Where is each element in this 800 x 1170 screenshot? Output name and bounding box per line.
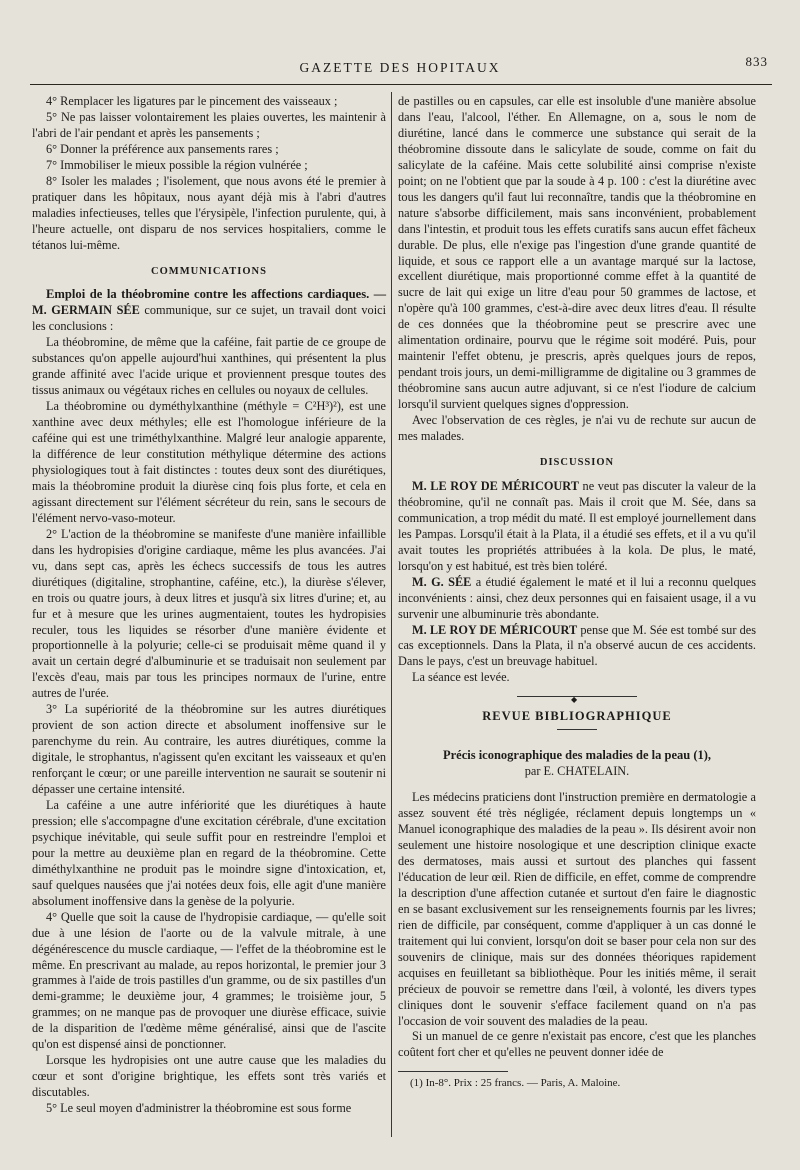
speaker-text: a étudié également le maté et il lui a reconnu quelques inconvénients : ainsi, chez deux personnes qui en faisaient usage, il a vu survenir une albuminurie très abondante. (398, 574, 756, 621)
article-paragraph: La caféine a une autre infériorité que les diurétiques à haute pression; elle s'accompagne d'une excitation cérébrale, d'une excitation psychique inévitable, qui seule suffit pour en restreindre l'emploi et pour la mettre au deuxième plan en regard de la théobromine. Cette diméthylxanthine ne produit pas le moindre signe d'intoxication, et, sauf quelques nausées que j'ai notées deux fois, elle agit d'une manière absolument inoffensive dans la genèse de la polyurie. (32, 797, 386, 908)
speaker-name: M. LE ROY DE MÉRICOURT (412, 622, 578, 637)
left-column (32, 94, 386, 1117)
article-paragraph: 3° La supériorité de la théobromine sur les autres diurétiques provient de son action directe et absolument inoffensive sur le parenchyme du rein. Au contraire, les autres diurétiques, comme la digitale, le strophantus, n'agissent qu'en excitant les vaisseaux et qu'en renforçant le cœur; or une pareille intervention ne saurait se soutenir ni dépasser une certaine intensité. (32, 702, 386, 797)
session-closing: La séance est levée. (412, 670, 510, 685)
article-paragraph: de pastilles ou en capsules, car elle est insoluble d'une manière absolue dans l'eau, l'alcool, l'éther. En Allemagne, on a, sous le nom de diurétine, lancé dans le commerce une substance qui serait de la théobromine dissoute dans le salicylate de soude, comme on fait du salicylate de la caféine. Mais cette solubilité ainsi comprise n'existe point; on ne l'obtient que par la soude à 4 p. 100 : c'est la diurétine avec tous les dangers qu'il faut lui reconnaître, tandis que la théobromine en nature s'absorbe difficilement, mais sans inconvénient, probablement dans l'intestin, et produit tous les effets curatifs sans aucun effet fâcheux durable. De plus, elle n'exige pas l'ingestion d'une grande quantité de liquide, et sous ce rapport elle a un avantage marqué sur la lactose, excellent diurétique, mais proportionné comme effet à la quantité de sucre de lait qui exige un litre d'eau pour 50 grammes de lactose, et n'opère qu'à 100 grammes, c'est-à-dire avec deux litres d'eau. Il résulte de ces données que la théobromine peut se prescrire avec une alimentation ordinaire, pourvu que le régime soit modéré. Puis, pour maintenir l'effet obtenu, je prescris, après quelques jours de repos, pendant trois jours, un demi-milligramme de digitaline ou 3 grammes de théobromine sans aucun autre adjuvant, si ce n'est l'iodure de calcium lorsqu'il survient quelques signes d'oppression. (398, 94, 756, 412)
header-rule (30, 84, 772, 85)
speaker-text: pense que M. Sée est tombé sur des cas exceptionnels. Dans la Plata, il n'a observé aucun de ces accidents. Dans le pays, c'est un breuvage habituel. (398, 622, 756, 669)
discussion-entry (398, 623, 756, 671)
discussion-entry (398, 479, 756, 575)
list-item-8: 8° Isoler les malades ; l'isolement, que nous avons été le premier à pratiquer dans les hôpitaux, nous ayant déjà mis à l'abri d'autres maladies infectieuses, telles que l'érysipèle, l'infection purulente, qui, à l'heure actuelle, ont disparu de nos services hospitaliers, comme le tétanos lui-même. (32, 173, 386, 252)
list-item-7: 7° Immobiliser le mieux possible la région vulnérée ; (46, 157, 308, 172)
page-number: 833 (745, 54, 768, 69)
article-paragraph: 2° L'action de la théobromine se manifeste d'une manière infaillible dans les hydropisies d'origine cardiaque, même les plus avancées. J'ai vu, dans sept cas, après les échecs successifs de tous les autres diurétiques (digitaline, strophantine, caféine, etc.), la diurèse s'élever, en trois ou quatre jours, à deux litres et jusqu'à six litres d'urine; et, au fur et à mesure que les urines augmentaient, toutes les hydropisies reculer, tous les liquides se résorber d'une manière évidente et proportionnelle à la polyurie; celle-ci se produisait même quand il y avait un certain degré d'albuminurie et se traduisait non seulement par l'excès d'eau, mais par tous les principes normaux de l'urine, entre autres de l'urée. (32, 526, 386, 701)
list-item-6: 6° Donner la préférence aux pansements rares ; (46, 141, 279, 156)
speaker-text: ne veut pas discuter la valeur de la théobromine, qu'il ne connaît pas. Mais il croit que M. Sée, dans sa communication, a trop médit du maté. Il est employé journellement dans les Pampas. Lorsqu'il était à la Plata, il a étudié ses effets, et il a vu qu'il avait toutes les propriétés attribuées à la kola. De plus, le maté, lorsqu'on y est habitué, est très bien toléré. (398, 478, 756, 573)
article-paragraph: Avec l'observation de ces règles, je n'ai vu de rechute sur aucun de mes malades. (398, 413, 756, 444)
section-heading-revue: REVUE BIBLIOGRAPHIQUE (482, 709, 672, 724)
footnote-rule (398, 1071, 508, 1072)
article-intro: communique, sur ce sujet, un travail dont voici les conclusions : (32, 303, 386, 334)
right-column (398, 94, 756, 1092)
review-byline: par E. CHATELAIN. (524, 764, 630, 779)
heading-rule (557, 729, 597, 730)
ornamental-separator (517, 695, 637, 705)
article-paragraph: 4° Quelle que soit la cause de l'hydropisie cardiaque, — qu'elle soit due à une lésion de l'aorte ou de la valvule mitrale, à une dégénérescence du muscle cardiaque, — l'effet de la théobromine est le même. En prescrivant au malade, au repos horizontal, le premier jour 3 grammes à l'aide de trois pastilles d'un gramme, ou de six pastilles d'un demi-gramme; le deuxième jour, 4 grammes; le troisième jour, 5 grammes; on ne manque pas de provoquer une diurèse efficace, suivie de la disparition de l'œdème même généralisé, ainsi que de l'ascite qu'on est dispensé ainsi de ponctionner. (32, 909, 386, 1052)
review-paragraph: Les médecins praticiens dont l'instruction première en dermatologie a assez souvent été très négligée, réclament depuis longtemps un « Manuel iconographique des maladies de la peau ». Ils désirent avoir non seulement une histoire nosologique et une description clinique exacte des dermatoses, mais aussi et surtout des planches qui fassent l'éducation de leur œil. Rien de difficile, en effet, comme de comprendre la description d'une affection cutanée et surtout d'en faire le diagnostic en se basant exclusivement sur les renseignements fournis par les livres; rien de difficile, par conséquent, comme d'appliquer à un cas donné le traitement qui lui convient, lorsqu'on doit se baser pour cela non sur des souvenirs de clinique, mais sur des données théoriques rapidement acquises en feuilletant sa bibliothèque. Pour les initiés même, il serait précieux de pouvoir se remettre dans l'œil, à volonté, les divers types cliniques dont le souvenir s'efface facilement quand on n'a pas l'occasion de voir souvent des maladies de la peau. (398, 790, 756, 1028)
list-item-5: 5° Ne pas laisser volontairement les plaies ouvertes, les maintenir à l'abri de l'air pendant et après les pansements ; (32, 109, 386, 140)
review-title: Précis iconographique des maladies de la peau (1), (442, 748, 712, 763)
ornament-glyph: ◆ (571, 695, 578, 705)
list-item-4: 4° Remplacer les ligatures par le pincement des vaisseaux ; (46, 94, 338, 108)
column-divider (391, 92, 392, 1137)
article-lead (32, 287, 386, 335)
section-heading-communications: COMMUNICATIONS (151, 265, 267, 277)
article-author: — M. GERMAIN SÉE (32, 287, 386, 318)
speaker-name: M. LE ROY DE MÉRICOURT (412, 478, 579, 493)
article-title: Emploi de la théobromine contre les affections cardiaques. (46, 287, 370, 302)
review-paragraph: Si un manuel de ce genre n'existait pas encore, c'est que les planches coûtent fort cher et qu'elles ne peuvent donner idée de (398, 1029, 756, 1060)
speaker-name: M. G. SÉE (412, 574, 472, 589)
footnote: (1) In-8°. Prix : 25 francs. — Paris, A. Maloine. (410, 1077, 621, 1090)
discussion-entry (398, 575, 756, 623)
article-paragraph: La théobromine ou dyméthylxanthine (méthyle = C²H³)²), est une xanthine avec deux méthyles; elle est l'homologue inférieure de la caféine qui est une triméthylxanthine. Malgré leur analogie apparente, la différence de leur constitution méthylique détermine des actions physiologiques tout à fait distinctes : toutes deux sont des diurétiques, mais la théobromine produit la diurèse cinq fois plus forte, et cela en agissant directement sur l'élément sécréteur du rein, sans le secours de l'élément nervo-vaso-moteur. (32, 399, 386, 525)
article-paragraph: Lorsque les hydropisies ont une autre cause que les maladies du cœur et sont d'origine brightique, les effets sont très variés et discutables. (32, 1053, 386, 1100)
article-paragraph: 5° Le seul moyen d'administrer la théobromine est sous forme (46, 1101, 352, 1116)
masthead (0, 0, 800, 90)
article-paragraph: La théobromine, de même que la caféine, fait partie de ce groupe de substances qu'on appelle aujourd'hui xanthines, qui présentent la plus grande affinité avec l'acide urique et proviennent presque toutes des tissus animaux ou végétaux riches en cellules ou noyaux de cellules. (32, 335, 386, 398)
section-heading-discussion: DISCUSSION (539, 456, 615, 468)
journal-title: GAZETTE DES HOPITAUX (299, 60, 501, 75)
